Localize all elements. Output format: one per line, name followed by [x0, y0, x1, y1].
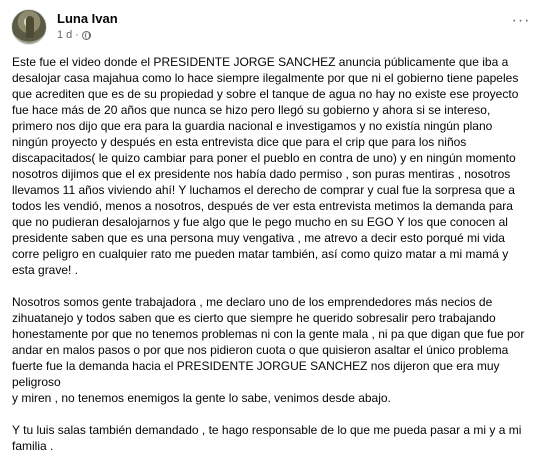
- avatar[interactable]: [11, 9, 47, 45]
- author-name[interactable]: Luna Ivan: [57, 11, 118, 26]
- post-time[interactable]: 1 d: [57, 29, 73, 41]
- post-header: [11, 9, 533, 45]
- globe-icon: [82, 31, 91, 40]
- avatar-image: [26, 16, 34, 38]
- post-meta: [57, 29, 91, 41]
- meta-separator: ·: [75, 29, 79, 41]
- more-options-icon[interactable]: ···: [511, 12, 531, 29]
- post-paragraph-3: Y tu luis salas también demandado , te hago responsable de lo que me pueda pasar a mi y a mi familia .: [12, 423, 522, 453]
- post-paragraph-2: Nosotros somos gente trabajadora , me declaro uno de los emprendedores más necios de zihuatanejo y todos saben que es cierto que siempre he querido sobresalir pero trabajando honestamente por que no tenemos problemas ni con la gente mala , ni pa que digan que fue por andar en malos pasos o por que nos pidieron cuota o que quisieron asaltar el único problema fuerte fue la demanda hacia el PRESIDENTE JORGUE SANCHEZ nos dijeron que era muy peligroso y miren , no tenemos enemigos la gente lo sabe, venimos desde abajo.: [12, 295, 525, 405]
- post-paragraph-1: Este fue el video donde el PRESIDENTE JORGE SANCHEZ anuncia públicamente que iba a desalojar casa majahua como lo hace siempre ilegalmente por que ni el gobierno tiene papeles que acrediten que es de su propiedad y sobre el tanque de agua no hay no existe ese proyecto fue hace más de 20 años que nunca se hizo pero llegó su gobierno y ahora si se intereso, primero nos dijo que era para la guardia nacional e investigamos y no existía ningún plano ningún proyecto y después en esta entrevista dice que para el crip que para los niños discapacitados( le quizo cambiar para poner el pueblo en contra de uno) y en ningún momento nosotros dijimos que el ex presidente nos había dado permiso , son puras mentiras , nosotros llevamos 11 años viviendo ahí! Y luchamos el derecho de comprar y cual fue la sorpresa que a todos les vendió, menos a nosotros, después de ver esta entrevista metimos la demanda para que no pudieran desalojarnos y fue algo que le pego mucho en su EGO Y los que conocen al presidente saben que es una persona muy vengativa , me atrevo a decir esto porqué mi vida corre peligro en cualquier rato me pueden matar también, así como quizo matar a mi mamá y esta grave! .: [12, 55, 519, 277]
- post-body: [12, 54, 534, 470]
